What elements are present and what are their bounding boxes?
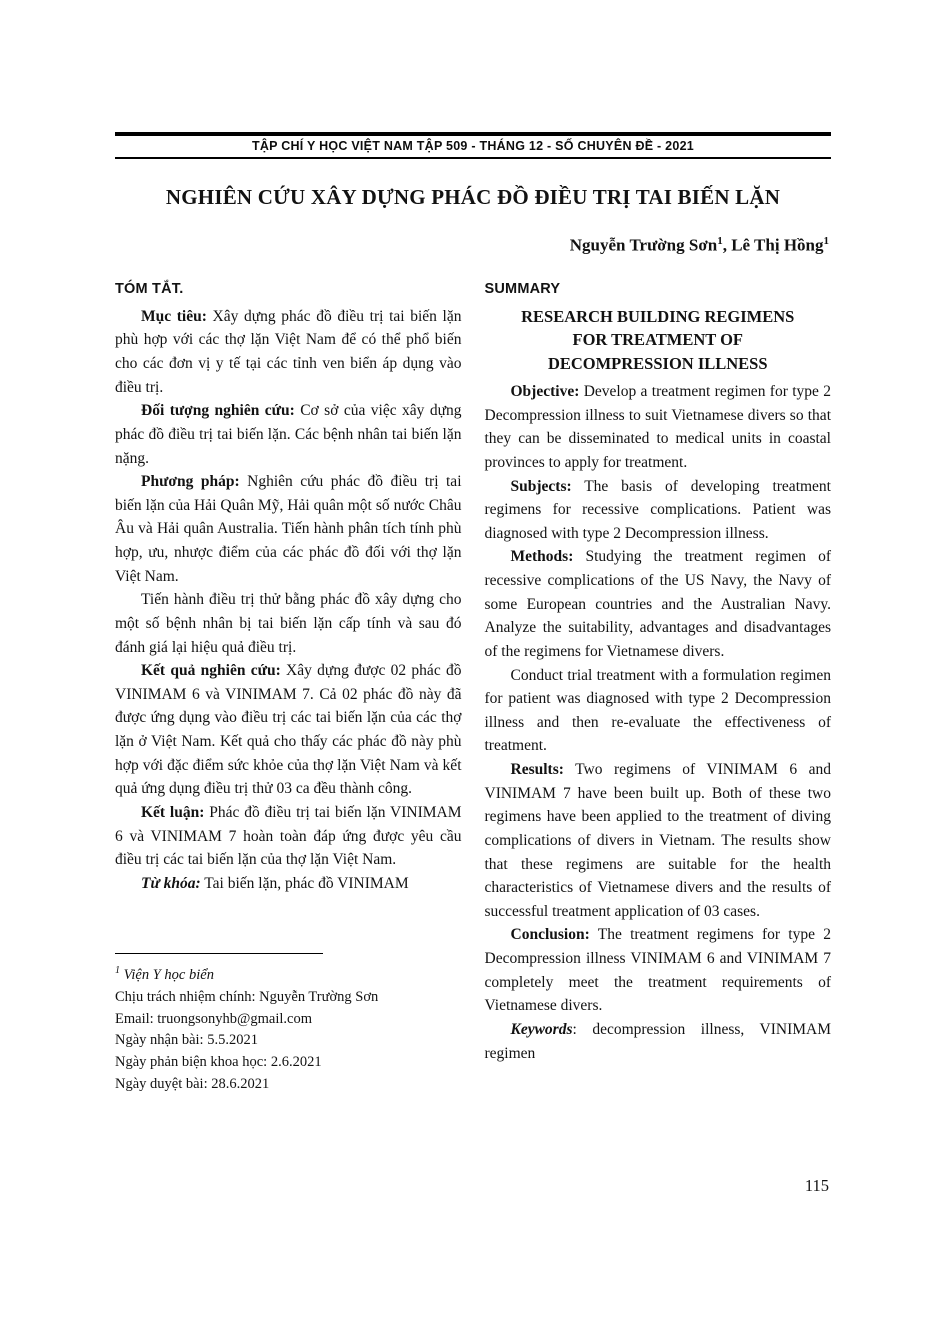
summary-paragraph bbox=[485, 545, 832, 663]
paragraph-text: Phác đồ điều trị tai biến lặn VINIMAM 6 và VINIMAM 7 hoàn toàn đáp ứng được yêu cầu điều trị các tai biến lặn của thợ lặn Việt Nam. bbox=[115, 803, 462, 869]
abstract-paragraph bbox=[115, 588, 462, 659]
byline-separator: , bbox=[722, 235, 732, 255]
page-number: 115 bbox=[804, 1176, 829, 1195]
author-superscript: 1 bbox=[823, 235, 829, 247]
summary-paragraph bbox=[485, 664, 832, 759]
paragraph-label: Đối tượng nghiên cứu: bbox=[141, 402, 295, 420]
summary-paragraph bbox=[485, 758, 832, 923]
keywords-paragraph bbox=[115, 872, 462, 896]
paragraph-label: Objective: bbox=[510, 383, 580, 401]
author-superscript: 1 bbox=[717, 235, 723, 247]
summary-heading: SUMMARY bbox=[484, 280, 561, 297]
paragraph-text: Studying the treatment regimen of recessive complications of the US Navy, the Navy of some European countries and the Australian Navy. Analyze the suitability, advantages and disadvantages of the regimens for Vietnamese divers. bbox=[484, 548, 831, 660]
journal-header bbox=[115, 132, 831, 159]
abstract-paragraph bbox=[115, 399, 462, 470]
paragraph-label: Phương pháp: bbox=[141, 473, 240, 491]
footnote-block bbox=[115, 953, 462, 1095]
byline bbox=[115, 235, 831, 256]
footnote-affiliation bbox=[115, 963, 462, 987]
affiliation-superscript: 1 bbox=[115, 965, 120, 977]
summary-title-line: RESEARCH BUILDING REGIMENS bbox=[521, 306, 795, 326]
abstract-heading: TÓM TẮT. bbox=[115, 280, 184, 297]
paragraph-text: Develop a treatment regimen for type 2 Decompression illness to suit Vietnamese divers so that they can be disseminated to medical units in coastal provinces to apply for treatment. bbox=[484, 383, 831, 471]
paragraph-label: Conclusion: bbox=[510, 926, 590, 944]
two-column-body bbox=[115, 278, 831, 1096]
paragraph-text: Nghiên cứu phác đồ điều trị tai biến lặn của Hải Quân Mỹ, Hải quân một số nước Châu Âu và Hải quân Australia. Tiến hành phân tích tính phù hợp, ưu, nhược điểm của các phác đồ đối với thợ lặn Việt Nam. bbox=[115, 473, 462, 585]
paragraph-text: Conduct trial treatment with a formulation regimen for patient was diagnosed with type 2 Decompression illness and then re-evaluate the effectiveness of treatment. bbox=[484, 666, 831, 755]
paragraph-text: The treatment regimens for type 2 Decompression illness VINIMAM 6 and VINIMAM 7 completely meet the treatment requirements of Vietnamese divers. bbox=[484, 926, 831, 1015]
summary-paragraph bbox=[485, 475, 832, 546]
footnote-line: Ngày duyệt bài: 28.6.2021 bbox=[115, 1075, 270, 1092]
summary-paragraph bbox=[485, 923, 832, 1018]
summary-paragraph bbox=[485, 380, 832, 475]
paragraph-label: Kết quả nghiên cứu: bbox=[141, 662, 281, 680]
paragraph-label: Mục tiêu: bbox=[141, 307, 207, 325]
abstract-paragraph bbox=[115, 305, 462, 400]
author-name: Lê Thị Hồng bbox=[731, 235, 824, 255]
journal-header-text: TẬP CHÍ Y HỌC VIỆT NAM TẬP 509 - THÁNG 12 - SỐ CHUYÊN ĐỀ - 2021 bbox=[251, 139, 694, 153]
article-title: NGHIÊN CỨU XÂY DỰNG PHÁC ĐỒ ĐIỀU TRỊ TAI BIẾN LẶN bbox=[165, 185, 781, 209]
paragraph-label: Kết luận: bbox=[141, 803, 205, 821]
abstract-paragraph bbox=[115, 659, 462, 801]
footnote-line: Ngày phản biện khoa học: 2.6.2021 bbox=[115, 1054, 322, 1071]
summary-title bbox=[485, 305, 832, 375]
abstract-paragraph bbox=[115, 470, 462, 588]
keywords-label: Keywords bbox=[510, 1020, 573, 1038]
right-column bbox=[485, 278, 832, 1066]
paragraph-text: The basis of developing treatment regimens for recessive complications. Patient was diagnosed with type 2 Decompression illness. bbox=[484, 477, 831, 542]
footnote-line: Ngày nhận bài: 5.5.2021 bbox=[115, 1032, 258, 1049]
paragraph-label: Subjects: bbox=[510, 477, 572, 495]
keywords-text: Tai biến lặn, phác đồ VINIMAM bbox=[200, 874, 409, 892]
paragraph-label: Methods: bbox=[510, 548, 574, 566]
footnote-divider bbox=[115, 953, 323, 954]
paragraph-text: Tiến hành điều trị thử bằng phác đồ xây dựng cho một số bệnh nhân bị tai biến lặn cấp tính và sau đó đánh giá lại hiệu quả điều trị. bbox=[115, 591, 462, 656]
paragraph-text: Xây dựng được 02 phác đồ VINIMAM 6 và VINIMAM 7. Cả 02 phác đồ này đã được ứng dụng vào điều trị các tai biến lặn của các thợ lặn ở Việt Nam. Kết quả cho thấy các phác đồ này phù hợp với đặc điểm sức khỏe của thợ lặn Việt Nam và kết quả ứng dụng điều trị thử 03 ca đều thành công. bbox=[115, 662, 462, 798]
paragraph-text: Two regimens of VINIMAM 6 and VINIMAM 7 have been built up. Both of these two regimens have been applied to the treatment of diving complications of divers in Vietnam. The results show that these regimens are suitable for the health characteristics of Vietnamese divers and the results of successful treatment application of 03 cases. bbox=[484, 761, 831, 920]
paragraph-text: Xây dựng phác đồ điều trị tai biến lặn phù hợp với các thợ lặn Việt Nam để có thể phổ biến cho các đơn vị y tế tại các tỉnh ven biển áp dụng vào điều trị. bbox=[115, 307, 462, 396]
keywords-text: : decompression illness, VINIMAM regimen bbox=[484, 1020, 831, 1062]
footnote-line: Email: truongsonyhb@gmail.com bbox=[115, 1010, 312, 1027]
summary-title-line: FOR TREATMENT OF bbox=[572, 330, 744, 350]
paragraph-label: Results: bbox=[510, 761, 564, 779]
author-name: Nguyễn Trường Sơn bbox=[569, 235, 718, 255]
keywords-label: Từ khóa: bbox=[141, 874, 201, 892]
keywords-paragraph bbox=[485, 1018, 832, 1065]
summary-title-line: DECOMPRESSION ILLNESS bbox=[547, 353, 768, 373]
left-column bbox=[115, 278, 462, 1096]
footnote-line: Chịu trách nhiệm chính: Nguyễn Trường Sơn bbox=[115, 988, 379, 1005]
abstract-paragraph bbox=[115, 801, 462, 872]
page-content bbox=[115, 132, 831, 1096]
paragraph-text: Cơ sở của việc xây dựng phác đồ điều trị tai biến lặn. Các bệnh nhân tai biến lặn nặng. bbox=[115, 402, 462, 467]
affiliation-name: Viện Y học biển bbox=[120, 967, 214, 984]
